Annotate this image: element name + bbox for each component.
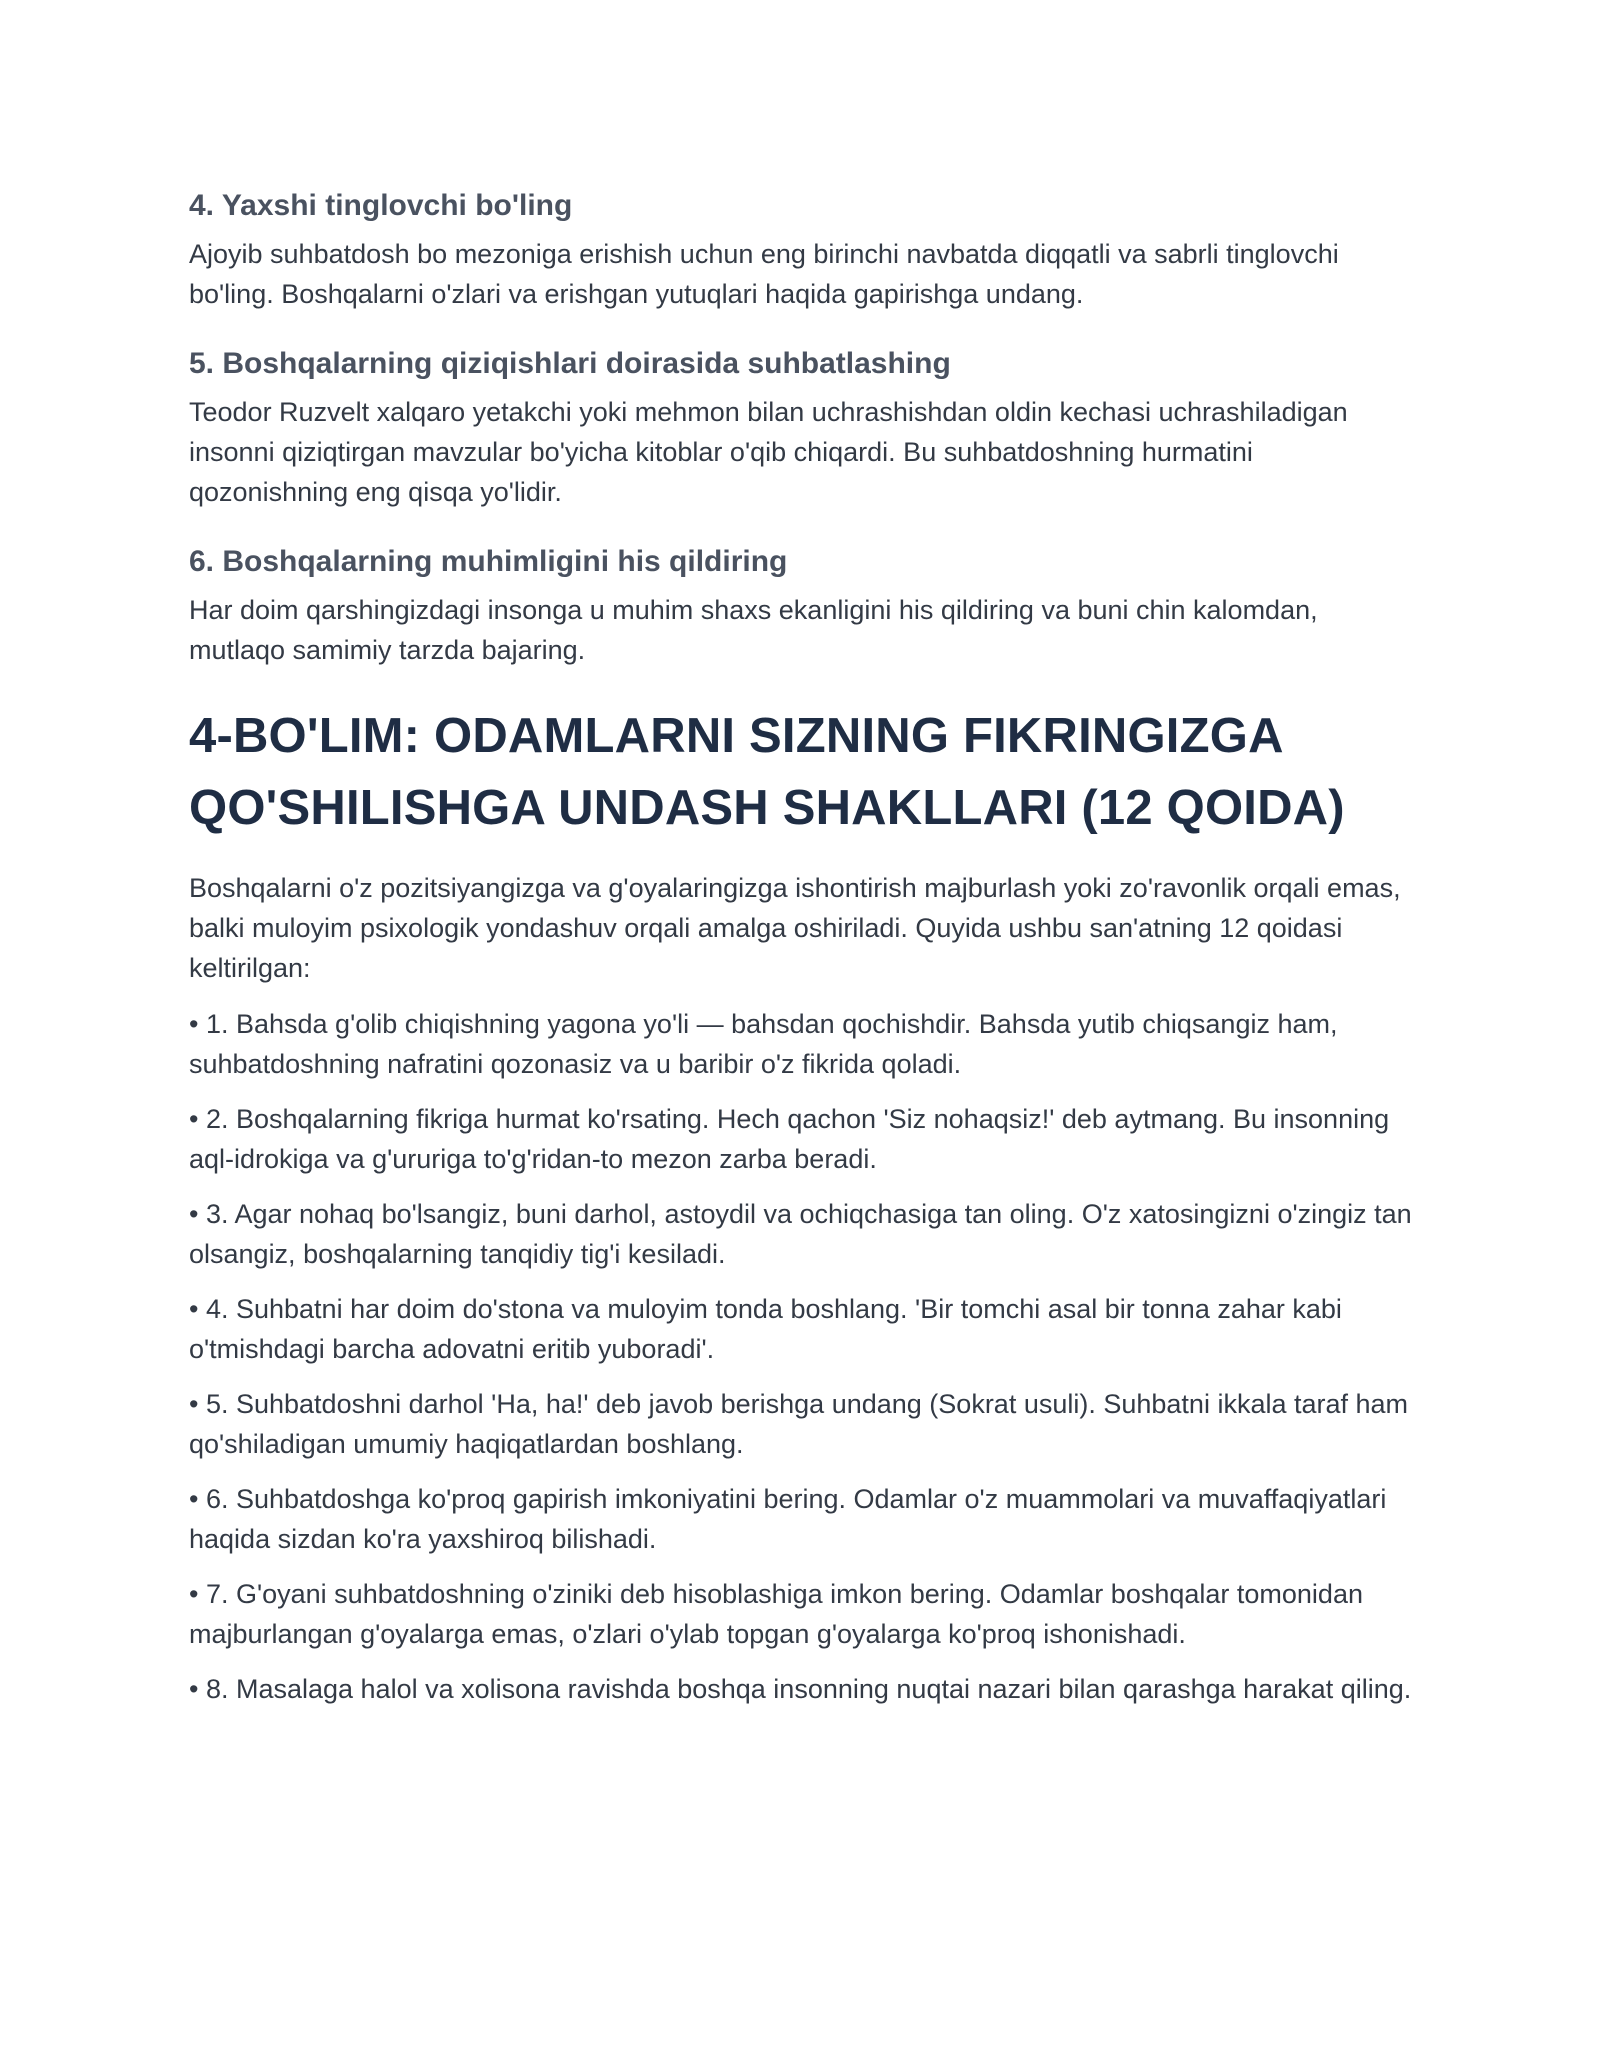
rule-item-6: • 6. Suhbatdoshga ko'proq gapirish imkoniyatini bering. Odamlar o'z muammolari va muvaffaqiyatlari haqida sizdan ko'ra yaxshiroq bilishadi. xyxy=(189,1484,1387,1554)
chapter-intro: Boshqalarni o'z pozitsiyangizga va g'oyalaringizga ishontirish majburlash yoki zo'ravonlik orqali emas, balki muloyim psixologik yondashuv orqali amalga oshiriladi. Quyida ushbu san'atning 12 qoidasi keltirilgan: xyxy=(189,873,1401,983)
rule-item-8: • 8. Masalaga halol va xolisona ravishda boshqa insonning nuqtai nazari bilan qarashga harakat qiling. xyxy=(189,1674,1412,1704)
chapter-title: 4-BO'LIM: ODAMLARNI SIZNING FIKRINGIZGA QO'SHILISHGA UNDASH SHAKLLARI (12 QOIDA) xyxy=(189,709,1345,835)
section-heading-4: 4. Yaxshi tinglovchi bo'ling xyxy=(189,189,573,222)
document-page xyxy=(189,186,1419,1724)
section-text-4: Ajoyib suhbatdosh bo mezoniga erishish uchun eng birinchi navbatda diqqatli va sabrli tinglovchi bo'ling. Boshqalarni o'zlari va erishgan yutuqlari haqida gapirishga undang. xyxy=(189,239,1339,309)
rule-item-5: • 5. Suhbatdoshni darhol 'Ha, ha!' deb javob berishga undang (Sokrat usuli). Suhbatni ikkala taraf ham qo'shiladigan umumiy haqiqatlardan boshlang. xyxy=(189,1389,1409,1459)
rule-item-2: • 2. Boshqalarning fikriga hurmat ko'rsating. Hech qachon 'Siz nohaqsiz!' deb aytmang. Bu insonning aql-idrokiga va g'ururiga to'g'ridan-to mezon zarba beradi. xyxy=(189,1104,1390,1174)
section-text-5: Teodor Ruzvelt xalqaro yetakchi yoki mehmon bilan uchrashishdan oldin kechasi uchrashiladigan insonni qiziqtirgan mavzular bo'yicha kitoblar o'qib chiqardi. Bu suhbatdoshning hurmatini qozonishning eng qisqa yo'lidir. xyxy=(189,397,1348,507)
section-text-6: Har doim qarshingizdagi insonga u muhim shaxs ekanligini his qildiring va buni chin kalomdan, mutlaqo samimiy tarzda bajaring. xyxy=(189,595,1318,665)
rule-item-1: • 1. Bahsda g'olib chiqishning yagona yo'li — bahsdan qochishdir. Bahsda yutib chiqsangiz ham, suhbatdoshning nafratini qozonasiz va u baribir o'z fikrida qoladi. xyxy=(189,1009,1338,1079)
rule-item-4: • 4. Suhbatni har doim do'stona va muloyim tonda boshlang. 'Bir tomchi asal bir tonna zahar kabi o'tmishdagi barcha adovatni eritib yuboradi'. xyxy=(189,1294,1342,1364)
section-heading-5: 5. Boshqalarning qiziqishlari doirasida suhbatlashing xyxy=(189,347,951,380)
rule-item-3: • 3. Agar nohaq bo'lsangiz, buni darhol, astoydil va ochiqchasiga tan oling. O'z xatosingizni o'zingiz tan olsangiz, boshqalarning tanqidiy tig'i kesiladi. xyxy=(189,1199,1412,1269)
rule-item-7: • 7. G'oyani suhbatdoshning o'ziniki deb hisoblashiga imkon bering. Odamlar boshqalar tomonidan majburlangan g'oyalarga emas, o'zlari o'ylab topgan g'oyalarga ko'proq ishonishadi. xyxy=(189,1579,1363,1649)
section-heading-6: 6. Boshqalarning muhimligini his qildiring xyxy=(189,545,788,578)
